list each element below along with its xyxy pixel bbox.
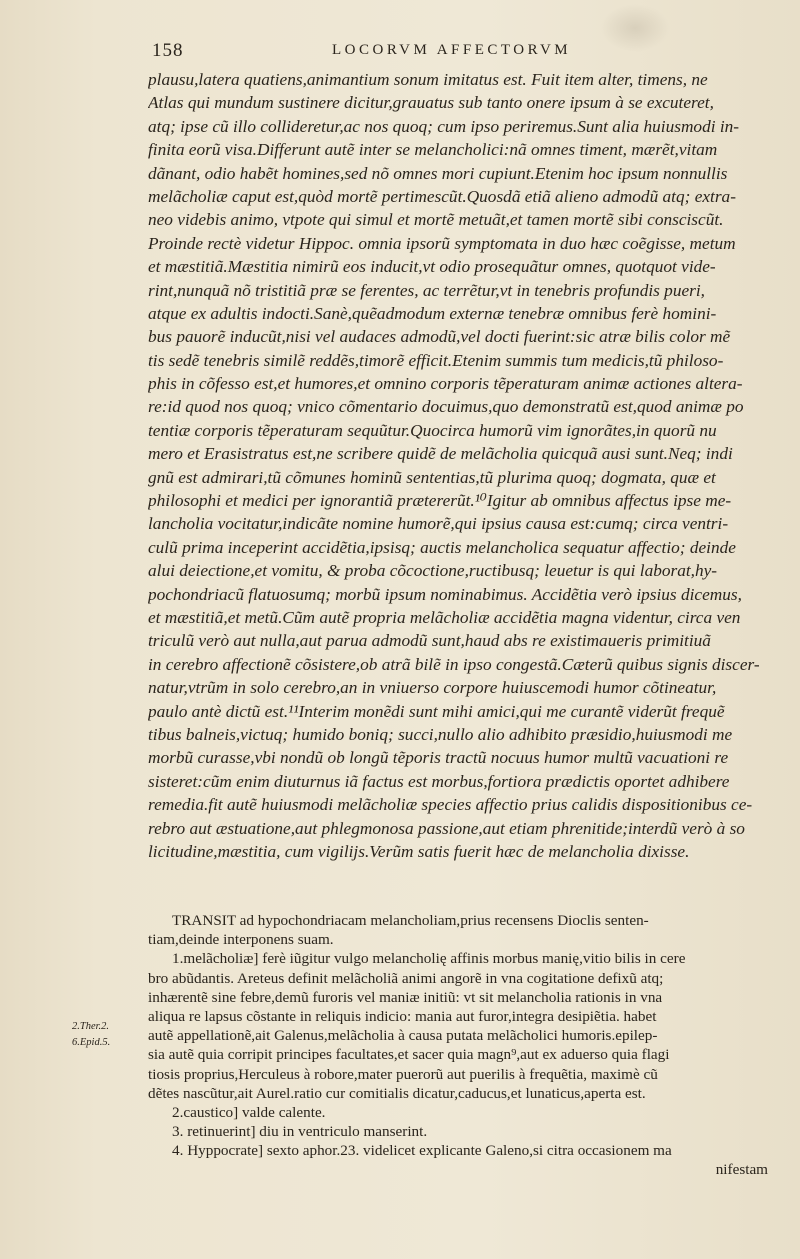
margin-reference: 2.Ther.2.: [72, 1021, 110, 1032]
text-line: finita eorũ visa.Differunt autẽ inter se melancholici:nã omnes timent, mærẽt,vitam: [148, 140, 718, 160]
text-line: licitudine,mæstitia, cum vigilijs.Verũm satis fuerit hæc de melancholia dixisse.: [148, 841, 690, 861]
commentary-line: sia autẽ quia corripit principes facultates,et sacer quia magn⁹,aut ex aduerso quia flagi: [148, 1046, 670, 1064]
text-line: rebro aut æstuatione,aut phlegmonosa passione,aut etiam phrenitide;interdũ verò à so: [148, 818, 745, 838]
text-line: philosophi et medici per ignorantiã prætererũt.¹⁰Igitur ab omnibus affectus ipse me-: [148, 491, 732, 511]
text-line: dãnant, odio habẽt homines,sed nõ omnes mori cupiunt.Etenim hoc ipsum nonnullis: [148, 163, 728, 183]
page-header: [150, 40, 750, 66]
commentary-line: 2.caustico] valde calente.: [172, 1103, 326, 1121]
text-line: re:id quod nos quoq; vnico cõmentario docuimus,quo demonstratũ est,quod animæ po: [148, 397, 744, 417]
text-line: Proinde rectè videtur Hippoc. omnia ipsorũ symptomata in duo hæc coẽgisse, metum: [148, 233, 736, 253]
margin-reference: 6.Epid.5.: [72, 1037, 111, 1048]
running-title: LOCORVM AFFECTORVM: [332, 42, 572, 58]
text-line: melãcholiæ caput est,quòd mortẽ pertimescũt.Quosdã etiã alieno admodũ atq; extra-: [148, 186, 736, 206]
main-text-italic: [148, 68, 768, 863]
text-line: Atlas qui mundum sustinere dicitur,grauatus sub tanto onere ipsum à se excuteret,: [148, 93, 714, 113]
text-line: bus pauorẽ inducũt,nisi vel audaces admodũ,vel docti fuerint:sic atræ bilis color mẽ: [148, 327, 731, 347]
commentary-line: 3. retinuerint] diu in ventriculo manserint.: [172, 1123, 428, 1141]
text-line: natur,vtrũm in solo cerebro,an in vniuerso corpore huiuscemodi humor cõtineatur,: [148, 678, 717, 698]
commentary-line: autẽ appellationẽ,ait Galenus,melãcholia à causa putata melãcholici humoris.epilep-: [148, 1027, 658, 1045]
commentary-line: bro abũdantis. Areteus definit melãcholiã animi angorẽ in vna cogitatione defixũ atq;: [148, 969, 664, 987]
text-line: neo videbis animo, vtpote qui simul et mortẽ metuãt,et tamen mortẽ sibi consciscũt.: [148, 210, 724, 230]
text-line: triculũ verò aut nulla,aut parua admodũ sunt,haud abs re existimaueris primitiuã: [148, 631, 711, 651]
text-line: atq; ipse cũ illo collideretur,ac nos quoq; cum ipso periremus.Sunt alia huiusmodi in-: [148, 116, 740, 136]
text-line: phis in cõfesso est,et humores,et omnino corporis tẽperaturam animæ actiones altera-: [148, 374, 743, 394]
text-line: lancholia vocitatur,indicãte nomine humorẽ,qui ipsius causa est:cumq; circa ventri-: [148, 514, 729, 534]
commentary-line: aliqua re lapsus cõstante in reliquis indicio: mania aut furor,integra desipiẽtia. habet: [148, 1007, 657, 1025]
commentary-line: dẽtes nascũtur,ait Aurel.ratio cur comitialis dicatur,caducus,et lunaticus,aperta est.: [148, 1084, 646, 1102]
folio-number: 158: [152, 40, 184, 61]
text-line: remedia.fit autẽ huiusmodi melãcholiæ species affectio prius calidis dispositionibus ce-: [148, 795, 753, 815]
text-line: plausu,latera quatiens,animantium sonum imitatus est. Fuit item alter, timens, ne: [148, 70, 708, 89]
margin-notes: [72, 1019, 142, 1051]
text-line: mero et Erasistratus est,ne scribere quidẽ de melãcholia quicquã ausi sunt.Neq; indi: [148, 444, 733, 464]
text-line: sisteret:cũm enim diuturnus iã factus est morbus,fortiora prædictis oportet adhibere: [148, 771, 730, 791]
text-line: tis sedẽ tenebris similẽ reddẽs,timorẽ efficit.Etenim summis tum medicis,tũ philoso-: [148, 350, 724, 370]
text-line: tibus balneis,victuq; humido boniq; succi,nullo alio adhibito præsidio,huiusmodi me: [148, 724, 733, 744]
text-line: paulo antè dictũ est.¹¹Interim monẽdi sunt mihi amici,qui me curantẽ viderũt frequẽ: [148, 701, 725, 721]
commentary-text: [148, 911, 768, 1180]
text-line: in cerebro affectionẽ cõsistere,ob atrã bilẽ in ipso congestã.Cæterũ quibus signis discer-: [148, 654, 760, 674]
text-line: culũ prima inceperint accidẽtia,ipsisq; auctis melancholica sequatur affectio; deinde: [148, 537, 736, 557]
commentary-line: nifestam: [715, 1161, 768, 1179]
text-line: alui deiectione,et vomitu, & proba cõcoctione,ructibusq; leuetur is qui laborat,hy-: [148, 561, 718, 581]
text-line: morbũ curasse,vbi nondũ ob longũ tẽporis tractũ nocuus humor multũ vacuationi re: [148, 748, 729, 768]
text-line: gnũ est admirari,tũ cõmunes hominũ sententias,tũ plurima quoq; dogmata, quæ et: [148, 467, 716, 487]
commentary-line: tiosis proprius,Herculeus à robore,mater puerorũ aut puerilis à frequẽtia, maximè cũ: [148, 1065, 658, 1083]
commentary-line: 4. Hyppocrate] sexto aphor.23. videlicet explicante Galeno,si citra occasionem ma: [172, 1142, 672, 1160]
text-line: pochondriacũ flatuosumq; morbũ ipsum nominabimus. Accidẽtia verò ipsius dicemus,: [148, 584, 742, 604]
text-line: atque ex adultis indocti.Sanè,quẽadmodum externæ tenebræ omnibus ferè homini-: [148, 303, 717, 323]
commentary-line: tiam,deinde interponens suam.: [148, 931, 334, 949]
text-line: et mæstitiã.Mæstitia nimirũ eos inducit,vt odio prosequãtur omnes, quotquot vide-: [148, 257, 716, 277]
text-line: et mæstitiã,et metũ.Cũm autẽ propria melãcholiæ accidẽtia magna videntur, circa ven: [148, 607, 741, 627]
text-line: tentiæ corporis tẽperaturam sequũtur.Quocirca humorũ vim ignorãtes,in quorũ nu: [148, 420, 717, 440]
commentary-line: inhærentẽ sine febre,demũ furoris vel maniæ initiũ: vt sit melancholia rationis in vna: [148, 988, 663, 1006]
text-line: rint,nunquã nõ tristitiã præ se ferentes, ac terrẽtur,vt in tenebris profundis pueri,: [148, 280, 705, 300]
commentary-line: 1.melãcholiæ] ferè iũgitur vulgo melancholię affinis morbus manię,vitio bilis in cere: [172, 950, 686, 968]
commentary-line: TRANSIT ad hypochondriacam melancholiam,prius recensens Dioclis senten-: [172, 912, 649, 929]
